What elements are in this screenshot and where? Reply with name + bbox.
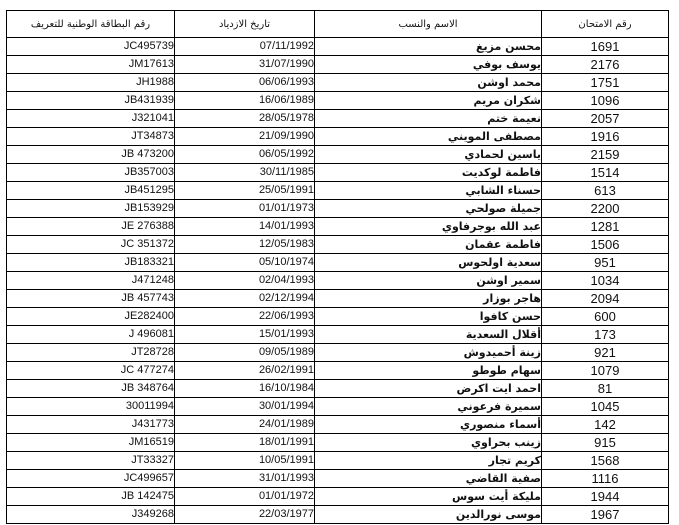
full-name-cell: مصطفى المويني — [315, 128, 542, 146]
exam-number-cell: 1034 — [542, 272, 669, 290]
table-row — [7, 470, 669, 488]
table-row — [7, 506, 669, 524]
birth-date-cell: 25/05/1991 — [175, 182, 315, 200]
full-name-cell: فاطمة لوكديت — [315, 164, 542, 182]
table-row — [7, 272, 669, 290]
birth-date-cell: 06/06/1993 — [175, 74, 315, 92]
national-id-cell: JT28728 — [7, 344, 175, 362]
national-id-cell: JB357003 — [7, 164, 175, 182]
full-name-cell: مليكة أيت سوس — [315, 488, 542, 506]
birth-date-cell: 30/01/1994 — [175, 398, 315, 416]
table-row — [7, 128, 669, 146]
full-name-cell: جميلة صولحي — [315, 200, 542, 218]
birth-date-cell: 15/01/1993 — [175, 326, 315, 344]
birth-date-cell: 18/01/1991 — [175, 434, 315, 452]
birth-date-cell: 06/05/1992 — [175, 146, 315, 164]
exam-number-cell: 613 — [542, 182, 669, 200]
header-full-name: الاسم والنسب — [315, 11, 542, 38]
national-id-cell: JH1988 — [7, 74, 175, 92]
national-id-cell: JB 457743 — [7, 290, 175, 308]
national-id-cell: JB 142475 — [7, 488, 175, 506]
exam-number-cell: 1751 — [542, 74, 669, 92]
birth-date-cell: 22/03/1977 — [175, 506, 315, 524]
birth-date-cell: 22/06/1993 — [175, 308, 315, 326]
national-id-cell: JC 351372 — [7, 236, 175, 254]
header-national-id: رقم البطاقة الوطنية للتعريف — [7, 11, 175, 38]
birth-date-cell: 09/05/1989 — [175, 344, 315, 362]
national-id-cell: J 496081 — [7, 326, 175, 344]
birth-date-cell: 24/01/1989 — [175, 416, 315, 434]
full-name-cell: سمير اوشن — [315, 272, 542, 290]
full-name-cell: حسن كافوا — [315, 308, 542, 326]
exam-number-cell: 1691 — [542, 38, 669, 56]
national-id-cell: JT33327 — [7, 452, 175, 470]
table-row — [7, 290, 669, 308]
full-name-cell: عبد الله بوجرفاوي — [315, 218, 542, 236]
birth-date-cell: 28/05/1978 — [175, 110, 315, 128]
national-id-cell: JB183321 — [7, 254, 175, 272]
national-id-cell: JE282400 — [7, 308, 175, 326]
national-id-cell: JB 473200 — [7, 146, 175, 164]
exam-number-cell: 1281 — [542, 218, 669, 236]
table-row — [7, 164, 669, 182]
exam-number-cell: 1096 — [542, 92, 669, 110]
full-name-cell: صفية القاضي — [315, 470, 542, 488]
exam-number-cell: 951 — [542, 254, 669, 272]
table-row — [7, 380, 669, 398]
table-row — [7, 434, 669, 452]
full-name-cell: كريم تجار — [315, 452, 542, 470]
exam-number-cell: 2094 — [542, 290, 669, 308]
birth-date-cell: 12/05/1983 — [175, 236, 315, 254]
table-row — [7, 398, 669, 416]
full-name-cell: أقلال السعدية — [315, 326, 542, 344]
national-id-cell: JM17613 — [7, 56, 175, 74]
table-row — [7, 488, 669, 506]
exam-number-cell: 1079 — [542, 362, 669, 380]
table-row — [7, 218, 669, 236]
full-name-cell: حسناء الشابي — [315, 182, 542, 200]
table-row — [7, 182, 669, 200]
table-row — [7, 110, 669, 128]
table-row — [7, 74, 669, 92]
exam-number-cell: 2176 — [542, 56, 669, 74]
national-id-cell: JC499657 — [7, 470, 175, 488]
full-name-cell: أسماء منصوري — [315, 416, 542, 434]
candidates-sheet — [6, 10, 668, 524]
birth-date-cell: 31/01/1993 — [175, 470, 315, 488]
exam-number-cell: 1506 — [542, 236, 669, 254]
birth-date-cell: 21/09/1990 — [175, 128, 315, 146]
full-name-cell: سهام طوطو — [315, 362, 542, 380]
birth-date-cell: 05/10/1974 — [175, 254, 315, 272]
national-id-cell: 30011994 — [7, 398, 175, 416]
birth-date-cell: 30/11/1985 — [175, 164, 315, 182]
full-name-cell: يوسف بوفي — [315, 56, 542, 74]
table-header-row — [7, 11, 669, 38]
full-name-cell: احمد ايت اكرض — [315, 380, 542, 398]
exam-number-cell: 1568 — [542, 452, 669, 470]
national-id-cell: JC495739 — [7, 38, 175, 56]
full-name-cell: فاطمة عقمان — [315, 236, 542, 254]
full-name-cell: محسن مزيغ — [315, 38, 542, 56]
full-name-cell: موسى نورالدين — [315, 506, 542, 524]
birth-date-cell: 26/02/1991 — [175, 362, 315, 380]
birth-date-cell: 01/01/1972 — [175, 488, 315, 506]
birth-date-cell: 02/12/1994 — [175, 290, 315, 308]
exam-number-cell: 142 — [542, 416, 669, 434]
header-birth-date: تاريخ الازدياد — [175, 11, 315, 38]
exam-number-cell: 915 — [542, 434, 669, 452]
national-id-cell: J431773 — [7, 416, 175, 434]
exam-number-cell: 600 — [542, 308, 669, 326]
table-row — [7, 56, 669, 74]
full-name-cell: سميرة فرعوني — [315, 398, 542, 416]
exam-number-cell: 1514 — [542, 164, 669, 182]
table-row — [7, 38, 669, 56]
national-id-cell: JB431939 — [7, 92, 175, 110]
table-row — [7, 344, 669, 362]
exam-number-cell: 1967 — [542, 506, 669, 524]
national-id-cell: JM16519 — [7, 434, 175, 452]
national-id-cell: J471248 — [7, 272, 175, 290]
national-id-cell: J321041 — [7, 110, 175, 128]
exam-number-cell: 1944 — [542, 488, 669, 506]
candidates-table — [6, 10, 669, 524]
full-name-cell: ياسين لحمادي — [315, 146, 542, 164]
national-id-cell: JB153929 — [7, 200, 175, 218]
birth-date-cell: 10/05/1991 — [175, 452, 315, 470]
exam-number-cell: 2057 — [542, 110, 669, 128]
national-id-cell: JC 477274 — [7, 362, 175, 380]
birth-date-cell: 16/10/1984 — [175, 380, 315, 398]
table-row — [7, 254, 669, 272]
table-row — [7, 362, 669, 380]
table-row — [7, 92, 669, 110]
table-row — [7, 452, 669, 470]
exam-number-cell: 921 — [542, 344, 669, 362]
exam-number-cell: 1916 — [542, 128, 669, 146]
full-name-cell: سعدية اولحوس — [315, 254, 542, 272]
table-row — [7, 308, 669, 326]
full-name-cell: محمد اوشن — [315, 74, 542, 92]
table-body — [7, 38, 669, 524]
exam-number-cell: 1116 — [542, 470, 669, 488]
table-row — [7, 326, 669, 344]
table-row — [7, 236, 669, 254]
national-id-cell: J349268 — [7, 506, 175, 524]
exam-number-cell: 173 — [542, 326, 669, 344]
birth-date-cell: 14/01/1993 — [175, 218, 315, 236]
birth-date-cell: 16/06/1989 — [175, 92, 315, 110]
national-id-cell: JT34873 — [7, 128, 175, 146]
national-id-cell: JE 276388 — [7, 218, 175, 236]
table-row — [7, 200, 669, 218]
table-row — [7, 416, 669, 434]
exam-number-cell: 2200 — [542, 200, 669, 218]
header-exam-number: رقم الامتحان — [542, 11, 669, 38]
national-id-cell: JB 348764 — [7, 380, 175, 398]
full-name-cell: هاجر بوزار — [315, 290, 542, 308]
full-name-cell: شكران مريم — [315, 92, 542, 110]
birth-date-cell: 02/04/1993 — [175, 272, 315, 290]
national-id-cell: JB451295 — [7, 182, 175, 200]
exam-number-cell: 81 — [542, 380, 669, 398]
birth-date-cell: 31/07/1990 — [175, 56, 315, 74]
birth-date-cell: 01/01/1973 — [175, 200, 315, 218]
table-row — [7, 146, 669, 164]
exam-number-cell: 2159 — [542, 146, 669, 164]
full-name-cell: زينة أحميدوش — [315, 344, 542, 362]
full-name-cell: نعيمة ختم — [315, 110, 542, 128]
full-name-cell: زينب بحراوي — [315, 434, 542, 452]
exam-number-cell: 1045 — [542, 398, 669, 416]
birth-date-cell: 07/11/1992 — [175, 38, 315, 56]
